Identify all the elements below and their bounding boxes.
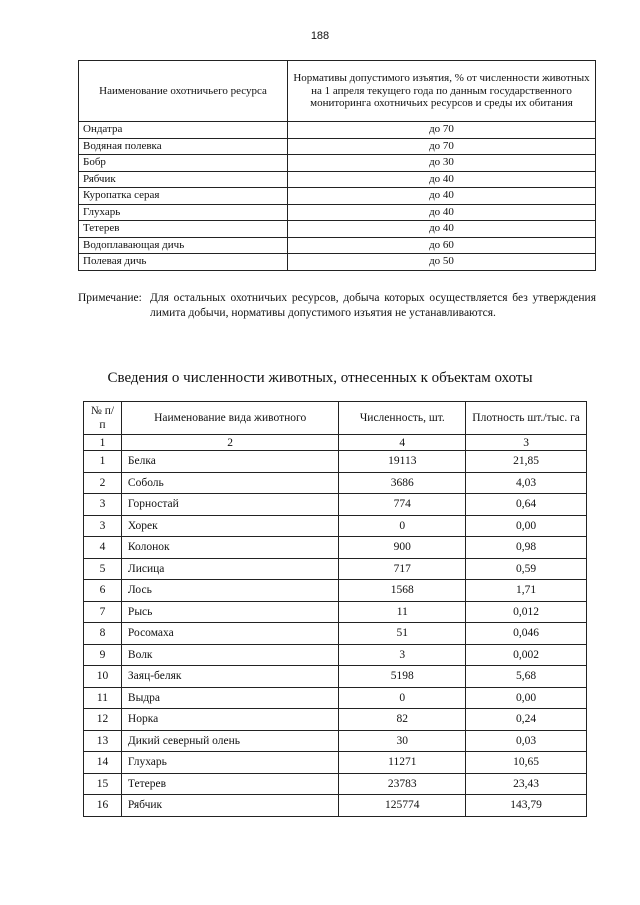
table-row bbox=[79, 122, 596, 139]
table-row bbox=[79, 155, 596, 172]
table-row bbox=[84, 752, 587, 774]
animal-name: Лисица bbox=[121, 558, 338, 580]
resource-name: Ондатра bbox=[79, 122, 288, 139]
animal-density: 0,00 bbox=[466, 687, 587, 709]
table-row bbox=[84, 451, 587, 473]
table-row bbox=[84, 709, 587, 731]
resource-name: Тетерев bbox=[79, 221, 288, 238]
table-row bbox=[84, 623, 587, 645]
norm-value: до 70 bbox=[288, 122, 596, 139]
row-number: 5 bbox=[84, 558, 122, 580]
animal-name: Белка bbox=[121, 451, 338, 473]
norms-table-body bbox=[79, 122, 596, 271]
table-row bbox=[84, 580, 587, 602]
animal-name: Глухарь bbox=[121, 752, 338, 774]
table-row bbox=[84, 601, 587, 623]
index-cell: 1 bbox=[84, 435, 122, 451]
resource-name: Бобр bbox=[79, 155, 288, 172]
header-density: Плотность шт./тыс. га bbox=[466, 402, 587, 435]
animal-density: 4,03 bbox=[466, 472, 587, 494]
animal-name: Рысь bbox=[121, 601, 338, 623]
animal-name: Рябчик bbox=[121, 795, 338, 817]
norm-value: до 40 bbox=[288, 188, 596, 205]
hunting-norms-table bbox=[78, 60, 596, 271]
animal-population-table bbox=[83, 401, 587, 817]
index-cell: 3 bbox=[466, 435, 587, 451]
header-number: № п/п bbox=[84, 402, 122, 435]
norm-value: до 60 bbox=[288, 237, 596, 254]
norm-value: до 30 bbox=[288, 155, 596, 172]
note-text: Для остальных охотничьих ресурсов, добыча которых осуществляется без утверждения лимита добычи, нормативы допустимого изъятия не устанавливаются. bbox=[150, 292, 596, 319]
norm-value: до 70 bbox=[288, 138, 596, 155]
animal-count: 11271 bbox=[339, 752, 466, 774]
resource-name: Полевая дичь bbox=[79, 254, 288, 271]
animal-count: 0 bbox=[339, 515, 466, 537]
animal-density: 0,98 bbox=[466, 537, 587, 559]
table-row bbox=[84, 644, 587, 666]
animals-table-body bbox=[84, 451, 587, 817]
row-number: 14 bbox=[84, 752, 122, 774]
animal-name: Выдра bbox=[121, 687, 338, 709]
animal-density: 21,85 bbox=[466, 451, 587, 473]
animal-density: 1,71 bbox=[466, 580, 587, 602]
animal-count: 51 bbox=[339, 623, 466, 645]
animal-count: 0 bbox=[339, 687, 466, 709]
header-count: Численность, шт. bbox=[339, 402, 466, 435]
table-row bbox=[79, 221, 596, 238]
animal-name: Горностай bbox=[121, 494, 338, 516]
row-number: 16 bbox=[84, 795, 122, 817]
norms-header-resource: Наименование охотничьего ресурса bbox=[79, 61, 288, 122]
row-number: 1 bbox=[84, 451, 122, 473]
animal-name: Волк bbox=[121, 644, 338, 666]
animal-count: 125774 bbox=[339, 795, 466, 817]
row-number: 9 bbox=[84, 644, 122, 666]
animal-density: 143,79 bbox=[466, 795, 587, 817]
row-number: 4 bbox=[84, 537, 122, 559]
animal-count: 3 bbox=[339, 644, 466, 666]
norms-header-norm: Нормативы допустимого изъятия, % от численности животных на 1 апреля текущего года по данным государственного мониторинга охотничьих ресурсов и среды их обитания bbox=[288, 61, 596, 122]
animal-count: 1568 bbox=[339, 580, 466, 602]
animal-count: 774 bbox=[339, 494, 466, 516]
row-number: 12 bbox=[84, 709, 122, 731]
table-row bbox=[79, 171, 596, 188]
table-row bbox=[79, 138, 596, 155]
animal-name: Хорек bbox=[121, 515, 338, 537]
animal-density: 0,002 bbox=[466, 644, 587, 666]
row-number: 2 bbox=[84, 472, 122, 494]
animal-name: Тетерев bbox=[121, 773, 338, 795]
animal-name: Лось bbox=[121, 580, 338, 602]
resource-name: Рябчик bbox=[79, 171, 288, 188]
norm-value: до 40 bbox=[288, 204, 596, 221]
animal-name: Колонок bbox=[121, 537, 338, 559]
animal-density: 0,012 bbox=[466, 601, 587, 623]
norm-value: до 40 bbox=[288, 221, 596, 238]
animal-density: 5,68 bbox=[466, 666, 587, 688]
table-row bbox=[79, 188, 596, 205]
table-row bbox=[79, 254, 596, 271]
animal-name: Дикий северный олень bbox=[121, 730, 338, 752]
table-row bbox=[84, 537, 587, 559]
table-row bbox=[79, 204, 596, 221]
index-cell: 4 bbox=[339, 435, 466, 451]
animal-count: 30 bbox=[339, 730, 466, 752]
resource-name: Куропатка серая bbox=[79, 188, 288, 205]
row-number: 3 bbox=[84, 515, 122, 537]
table-row bbox=[84, 795, 587, 817]
row-number: 11 bbox=[84, 687, 122, 709]
row-number: 13 bbox=[84, 730, 122, 752]
row-number: 10 bbox=[84, 666, 122, 688]
page-number: 188 bbox=[310, 30, 330, 42]
animals-header-row bbox=[84, 402, 587, 435]
animal-density: 0,24 bbox=[466, 709, 587, 731]
animal-name: Заяц-беляк bbox=[121, 666, 338, 688]
animal-count: 19113 bbox=[339, 451, 466, 473]
animal-count: 82 bbox=[339, 709, 466, 731]
row-number: 8 bbox=[84, 623, 122, 645]
animal-density: 0,046 bbox=[466, 623, 587, 645]
section-title: Сведения о численности животных, отнесенных к объектам охоты bbox=[107, 370, 533, 386]
animal-density: 0,64 bbox=[466, 494, 587, 516]
norm-value: до 50 bbox=[288, 254, 596, 271]
row-number: 3 bbox=[84, 494, 122, 516]
table-row bbox=[84, 515, 587, 537]
animal-density: 0,03 bbox=[466, 730, 587, 752]
animals-index-row bbox=[84, 435, 587, 451]
header-animal-name: Наименование вида животного bbox=[121, 402, 338, 435]
animal-density: 10,65 bbox=[466, 752, 587, 774]
table-row bbox=[84, 773, 587, 795]
animal-name: Росомаха bbox=[121, 623, 338, 645]
row-number: 7 bbox=[84, 601, 122, 623]
table-row bbox=[84, 687, 587, 709]
animal-count: 11 bbox=[339, 601, 466, 623]
animal-name: Норка bbox=[121, 709, 338, 731]
table-row bbox=[84, 494, 587, 516]
animal-count: 3686 bbox=[339, 472, 466, 494]
animal-count: 5198 bbox=[339, 666, 466, 688]
table-row bbox=[79, 237, 596, 254]
animal-density: 0,59 bbox=[466, 558, 587, 580]
animal-count: 900 bbox=[339, 537, 466, 559]
note-label: Примечание: bbox=[78, 292, 142, 304]
table-row bbox=[84, 666, 587, 688]
animal-count: 717 bbox=[339, 558, 466, 580]
animal-name: Соболь bbox=[121, 472, 338, 494]
animal-count: 23783 bbox=[339, 773, 466, 795]
table-row bbox=[84, 472, 587, 494]
index-cell: 2 bbox=[121, 435, 338, 451]
resource-name: Водоплавающая дичь bbox=[79, 237, 288, 254]
row-number: 15 bbox=[84, 773, 122, 795]
resource-name: Водяная полевка bbox=[79, 138, 288, 155]
table-row bbox=[84, 730, 587, 752]
animal-density: 23,43 bbox=[466, 773, 587, 795]
row-number: 6 bbox=[84, 580, 122, 602]
animal-density: 0,00 bbox=[466, 515, 587, 537]
resource-name: Глухарь bbox=[79, 204, 288, 221]
norms-header-row bbox=[79, 61, 596, 122]
table-row bbox=[84, 558, 587, 580]
norm-value: до 40 bbox=[288, 171, 596, 188]
